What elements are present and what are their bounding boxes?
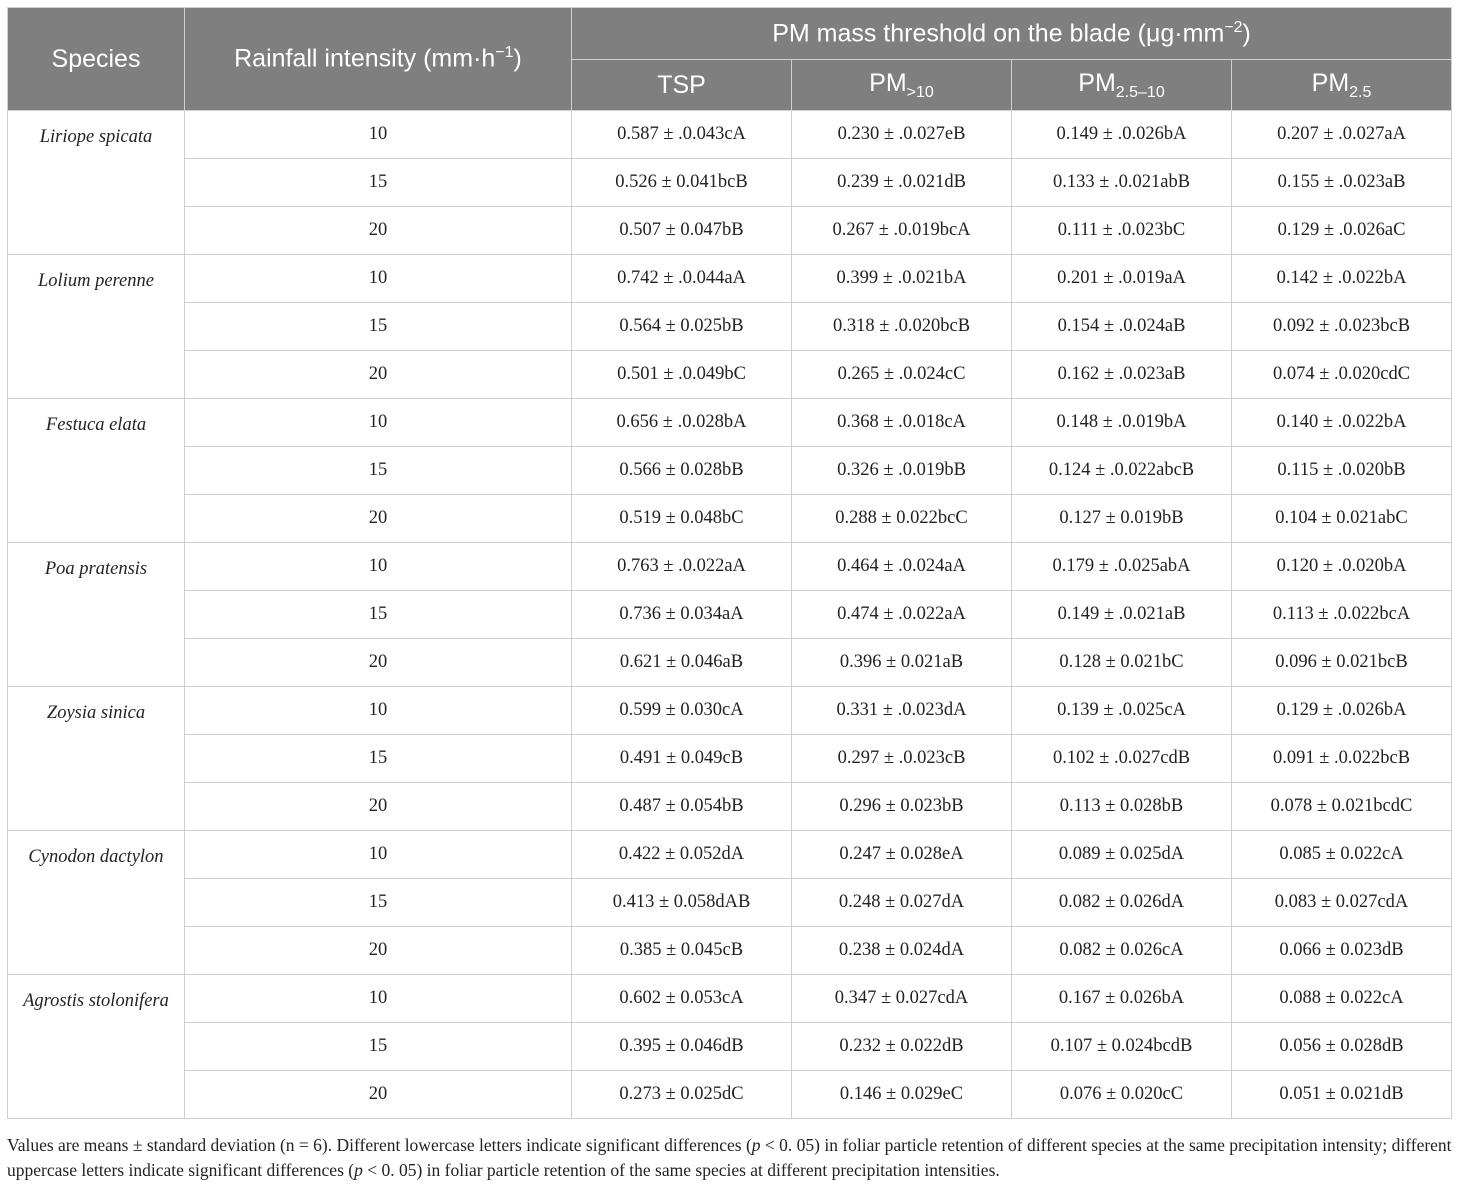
- table-row: [8, 687, 1452, 735]
- table-header: [8, 8, 1452, 111]
- table-body: [8, 111, 1452, 1119]
- rainfall-cell: 15: [185, 159, 572, 207]
- tsp-cell: 0.385 ± 0.045cB: [572, 927, 792, 975]
- tsp-cell: 0.763 ± .0.022aA: [572, 543, 792, 591]
- pm-2-5-cell: 0.051 ± 0.021dB: [1232, 1071, 1452, 1119]
- table-row: [8, 447, 1452, 495]
- header-tsp: TSP: [572, 60, 792, 111]
- pm-2-5-cell: 0.104 ± 0.021abC: [1232, 495, 1452, 543]
- rainfall-cell: 15: [185, 1023, 572, 1071]
- rainfall-cell: 20: [185, 927, 572, 975]
- rainfall-cell: 20: [185, 495, 572, 543]
- table-row: [8, 927, 1452, 975]
- tsp-cell: 0.736 ± 0.034aA: [572, 591, 792, 639]
- pm-gt10-cell: 0.464 ± .0.024aA: [792, 543, 1012, 591]
- species-cell: Agrostis stolonifera: [8, 975, 185, 1119]
- table-row: [8, 207, 1452, 255]
- pm-threshold-table: [7, 7, 1452, 1119]
- tsp-cell: 0.564 ± 0.025bB: [572, 303, 792, 351]
- table-row: [8, 351, 1452, 399]
- rainfall-cell: 15: [185, 591, 572, 639]
- tsp-cell: 0.501 ± .0.049bC: [572, 351, 792, 399]
- pm-2-5-10-cell: 0.201 ± .0.019aA: [1012, 255, 1232, 303]
- header-species: Species: [8, 8, 185, 111]
- pm-2-5-10-cell: 0.167 ± 0.026bA: [1012, 975, 1232, 1023]
- header-pm-2-5-10: $PM_{2.5-10}$: [1012, 60, 1232, 111]
- tsp-cell: 0.566 ± 0.028bB: [572, 447, 792, 495]
- rainfall-cell: 10: [185, 255, 572, 303]
- tsp-cell: 0.507 ± 0.047bB: [572, 207, 792, 255]
- tsp-cell: 0.621 ± 0.046aB: [572, 639, 792, 687]
- tsp-cell: 0.587 ± .0.043cA: [572, 111, 792, 159]
- pm-gt10-cell: 0.247 ± 0.028eA: [792, 831, 1012, 879]
- header-rainfall-intensity: Rainfall intensity $(mm\cdot h^{-1})$: [185, 8, 572, 111]
- pm-2-5-10-cell: 0.162 ± .0.023aB: [1012, 351, 1232, 399]
- pm-2-5-10-cell: 0.124 ± .0.022abcB: [1012, 447, 1232, 495]
- pm-2-5-10-cell: 0.102 ± .0.027cdB: [1012, 735, 1232, 783]
- pm-2-5-10-cell: 0.148 ± .0.019bA: [1012, 399, 1232, 447]
- pm-2-5-cell: 0.078 ± 0.021bcdC: [1232, 783, 1452, 831]
- rainfall-cell: 20: [185, 207, 572, 255]
- pm-2-5-cell: 0.155 ± .0.023aB: [1232, 159, 1452, 207]
- tsp-cell: 0.395 ± 0.046dB: [572, 1023, 792, 1071]
- pm-2-5-10-cell: 0.113 ± 0.028bB: [1012, 783, 1232, 831]
- header-pm-mass-threshold: PM mass threshold on the blade $(\mu g\cdot mm^{-2})$: [572, 8, 1452, 60]
- pm-2-5-cell: 0.096 ± 0.021bcB: [1232, 639, 1452, 687]
- rainfall-cell: 10: [185, 399, 572, 447]
- pm-2-5-10-cell: 0.179 ± .0.025abA: [1012, 543, 1232, 591]
- species-cell: Lolium perenne: [8, 255, 185, 399]
- rainfall-cell: 15: [185, 447, 572, 495]
- pm-gt10-cell: 0.326 ± .0.019bB: [792, 447, 1012, 495]
- species-cell: Poa pratensis: [8, 543, 185, 687]
- pm-2-5-cell: 0.091 ± .0.022bcB: [1232, 735, 1452, 783]
- species-cell: Zoysia sinica: [8, 687, 185, 831]
- table-row: [8, 879, 1452, 927]
- pm-2-5-10-cell: 0.127 ± 0.019bB: [1012, 495, 1232, 543]
- rainfall-cell: 10: [185, 687, 572, 735]
- header-pm-2-5: $PM_{2.5}$: [1232, 60, 1452, 111]
- tsp-cell: 0.487 ± 0.054bB: [572, 783, 792, 831]
- rainfall-cell: 15: [185, 735, 572, 783]
- table-row: [8, 111, 1452, 159]
- pm-gt10-cell: 0.267 ± .0.019bcA: [792, 207, 1012, 255]
- pm-2-5-10-cell: 0.128 ± 0.021bC: [1012, 639, 1232, 687]
- pm-2-5-cell: 0.129 ± .0.026aC: [1232, 207, 1452, 255]
- pm-2-5-10-cell: 0.149 ± .0.026bA: [1012, 111, 1232, 159]
- pm-2-5-cell: 0.120 ± .0.020bA: [1232, 543, 1452, 591]
- pm-2-5-cell: 0.092 ± .0.023bcB: [1232, 303, 1452, 351]
- pm-gt10-cell: 0.146 ± 0.029eC: [792, 1071, 1012, 1119]
- table-footnote: Values are means ± standard deviation (n = 6). Different lowercase letters indicate significant differences (p < 0. 05) in foliar particle retention of different species at the same precipitation intensity; different uppercase letters indicate significant differences (p < 0. 05) in foliar particle retention of the same species at different precipitation intensities.: [7, 1135, 1452, 1180]
- rainfall-cell: 15: [185, 879, 572, 927]
- tsp-cell: 0.413 ± 0.058dAB: [572, 879, 792, 927]
- pm-2-5-cell: 0.083 ± 0.027cdA: [1232, 879, 1452, 927]
- tsp-cell: 0.491 ± 0.049cB: [572, 735, 792, 783]
- pm-gt10-cell: 0.239 ± .0.021dB: [792, 159, 1012, 207]
- rainfall-cell: 20: [185, 639, 572, 687]
- table-row: [8, 303, 1452, 351]
- tsp-cell: 0.422 ± 0.052dA: [572, 831, 792, 879]
- table-row: [8, 591, 1452, 639]
- rainfall-cell: 20: [185, 1071, 572, 1119]
- tsp-cell: 0.273 ± 0.025dC: [572, 1071, 792, 1119]
- pm-gt10-cell: 0.474 ± .0.022aA: [792, 591, 1012, 639]
- table-row: [8, 399, 1452, 447]
- pm-gt10-cell: 0.232 ± 0.022dB: [792, 1023, 1012, 1071]
- pm-2-5-10-cell: 0.133 ± .0.021abB: [1012, 159, 1232, 207]
- pm-gt10-cell: 0.238 ± 0.024dA: [792, 927, 1012, 975]
- pm-2-5-10-cell: 0.139 ± .0.025cA: [1012, 687, 1232, 735]
- pm-2-5-10-cell: 0.089 ± 0.025dA: [1012, 831, 1232, 879]
- pm-gt10-cell: 0.297 ± .0.023cB: [792, 735, 1012, 783]
- pm-gt10-cell: 0.399 ± .0.021bA: [792, 255, 1012, 303]
- table-row: [8, 495, 1452, 543]
- pm-gt10-cell: 0.368 ± .0.018cA: [792, 399, 1012, 447]
- tsp-cell: 0.526 ± 0.041bcB: [572, 159, 792, 207]
- table-row: [8, 159, 1452, 207]
- pm-2-5-cell: 0.115 ± .0.020bB: [1232, 447, 1452, 495]
- pm-gt10-cell: 0.296 ± 0.023bB: [792, 783, 1012, 831]
- tsp-cell: 0.742 ± .0.044aA: [572, 255, 792, 303]
- rainfall-cell: 10: [185, 543, 572, 591]
- tsp-cell: 0.602 ± 0.053cA: [572, 975, 792, 1023]
- pm-2-5-10-cell: 0.111 ± .0.023bC: [1012, 207, 1232, 255]
- pm-gt10-cell: 0.318 ± .0.020bcB: [792, 303, 1012, 351]
- pm-gt10-cell: 0.230 ± .0.027eB: [792, 111, 1012, 159]
- pm-2-5-10-cell: 0.076 ± 0.020cC: [1012, 1071, 1232, 1119]
- table-row: [8, 975, 1452, 1023]
- table-row: [8, 1071, 1452, 1119]
- pm-2-5-10-cell: 0.082 ± 0.026dA: [1012, 879, 1232, 927]
- pm-2-5-10-cell: 0.154 ± .0.024aB: [1012, 303, 1232, 351]
- pm-2-5-cell: 0.142 ± .0.022bA: [1232, 255, 1452, 303]
- pm-2-5-cell: 0.066 ± 0.023dB: [1232, 927, 1452, 975]
- rainfall-cell: 15: [185, 303, 572, 351]
- table-row: [8, 639, 1452, 687]
- pm-2-5-cell: 0.056 ± 0.028dB: [1232, 1023, 1452, 1071]
- pm-2-5-cell: 0.207 ± .0.027aA: [1232, 111, 1452, 159]
- rainfall-cell: 20: [185, 783, 572, 831]
- pm-gt10-cell: 0.248 ± 0.027dA: [792, 879, 1012, 927]
- pm-2-5-cell: 0.085 ± 0.022cA: [1232, 831, 1452, 879]
- pm-2-5-cell: 0.074 ± .0.020cdC: [1232, 351, 1452, 399]
- pm-2-5-10-cell: 0.082 ± 0.026cA: [1012, 927, 1232, 975]
- species-cell: Liriope spicata: [8, 111, 185, 255]
- pm-gt10-cell: 0.396 ± 0.021aB: [792, 639, 1012, 687]
- pm-2-5-cell: 0.140 ± .0.022bA: [1232, 399, 1452, 447]
- pm-2-5-cell: 0.088 ± 0.022cA: [1232, 975, 1452, 1023]
- pm-gt10-cell: 0.265 ± .0.024cC: [792, 351, 1012, 399]
- pm-2-5-cell: 0.129 ± .0.026bA: [1232, 687, 1452, 735]
- pm-gt10-cell: 0.347 ± 0.027cdA: [792, 975, 1012, 1023]
- species-cell: Cynodon dactylon: [8, 831, 185, 975]
- table-row: [8, 735, 1452, 783]
- table-row: [8, 831, 1452, 879]
- tsp-cell: 0.599 ± 0.030cA: [572, 687, 792, 735]
- table-row: [8, 1023, 1452, 1071]
- pm-2-5-10-cell: 0.107 ± 0.024bcdB: [1012, 1023, 1232, 1071]
- table-row: [8, 543, 1452, 591]
- tsp-cell: 0.519 ± 0.048bC: [572, 495, 792, 543]
- tsp-cell: 0.656 ± .0.028bA: [572, 399, 792, 447]
- table-row: [8, 255, 1452, 303]
- pm-gt10-cell: 0.288 ± 0.022bcC: [792, 495, 1012, 543]
- rainfall-cell: 10: [185, 111, 572, 159]
- pm-gt10-cell: 0.331 ± .0.023dA: [792, 687, 1012, 735]
- rainfall-cell: 10: [185, 975, 572, 1023]
- rainfall-cell: 20: [185, 351, 572, 399]
- rainfall-cell: 10: [185, 831, 572, 879]
- pm-2-5-cell: 0.113 ± .0.022bcA: [1232, 591, 1452, 639]
- table-row: [8, 783, 1452, 831]
- pm-2-5-10-cell: 0.149 ± .0.021aB: [1012, 591, 1232, 639]
- species-cell: Festuca elata: [8, 399, 185, 543]
- header-pm-gt10: $PM_{>10}$: [792, 60, 1012, 111]
